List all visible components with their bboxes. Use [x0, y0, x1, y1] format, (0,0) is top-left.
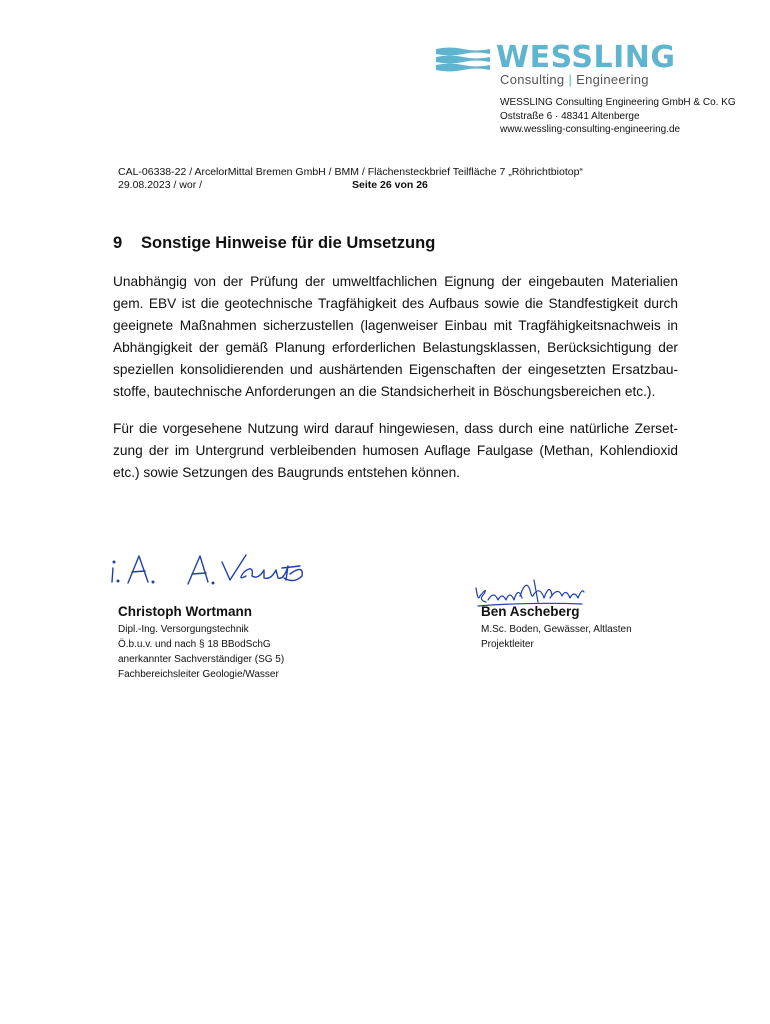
section-heading [113, 234, 435, 253]
signer-title: anerkannter Sachverständiger (SG 5) [118, 654, 285, 665]
signer-title: Fachbereichsleiter Geologie/Wasser [118, 669, 279, 680]
signer-block-left [118, 603, 284, 682]
signer-name: Christoph Wortmann [118, 604, 252, 619]
signer-title: Ö.b.u.v. und nach § 18 BBodSchG [118, 639, 271, 650]
logo-wordmark: WESSLING [496, 40, 676, 75]
signer-role: Projektleiter [481, 639, 534, 650]
section-title: Sonstige Hinweise für die Umsetzung [141, 234, 436, 252]
logo-sub-right: Engineering [576, 72, 649, 87]
paragraph-2: Für die vorgesehene Nutzung wird darauf hingewiesen, dass durch eine natürliche Zersetzung der im Untergrund verbleibenden humosen Auflage Faulgase (Methan, Kohlendioxid etc.) sowie Setzungen des Baugrunds entstehen können. [113, 421, 678, 480]
section-number: 9 [113, 234, 123, 252]
signer-title: M.Sc. Boden, Gewässer, Altlasten [481, 624, 632, 635]
logo-sub-separator: | [568, 72, 573, 87]
document-reference [118, 166, 583, 192]
page-number: Seite 26 von 26 [352, 179, 428, 191]
reference-line: CAL-06338-22 / ArcelorMittal Bremen GmbH / BMM / Flächensteckbrief Teilfläche 7 „Röhrichtbiotop“ [118, 166, 583, 178]
company-logo [436, 42, 766, 92]
logo-waves-icon [436, 46, 490, 72]
reference-date: 29.08.2023 / wor / [118, 179, 203, 191]
company-website: www.wessling-consulting-engineering.de [500, 124, 681, 135]
company-street: Oststraße 6 · 48341 Altenberge [500, 110, 640, 122]
logo-sub-left: Consulting [500, 72, 565, 87]
paragraph-1: Unabhängig von der Prüfung der umweltfachlichen Eignung der eingebauten Materialien gem. EBV ist die geotechnische Tragfähigkeit des Aufbaus sowie die Standfestigkeit durch geeignete Maßnahmen sicherzustellen (lagenweiser Einbau mit Tragfähigkeitsnachweis in Abhängigkeit der gemäß Planung erforderlichen Belastungsklassen, Berücksichtigung der speziellen konsolidierenden und aushärtenden Eigenschaften der eingesetzten Ersatzbaustoffe, bautechnische Anforderungen an die Standsicherheit in Böschungsbereichen etc.). [113, 274, 678, 399]
company-name: WESSLING Consulting Engineering GmbH & Co. KG [500, 97, 736, 108]
company-address [500, 96, 736, 137]
signature-wortmann [106, 550, 306, 592]
logo-subtitle [500, 72, 649, 87]
signer-name: Ben Ascheberg [481, 604, 580, 619]
signer-block-right [481, 603, 632, 652]
signer-title: Dipl.-Ing. Versorgungstechnik [118, 624, 249, 635]
